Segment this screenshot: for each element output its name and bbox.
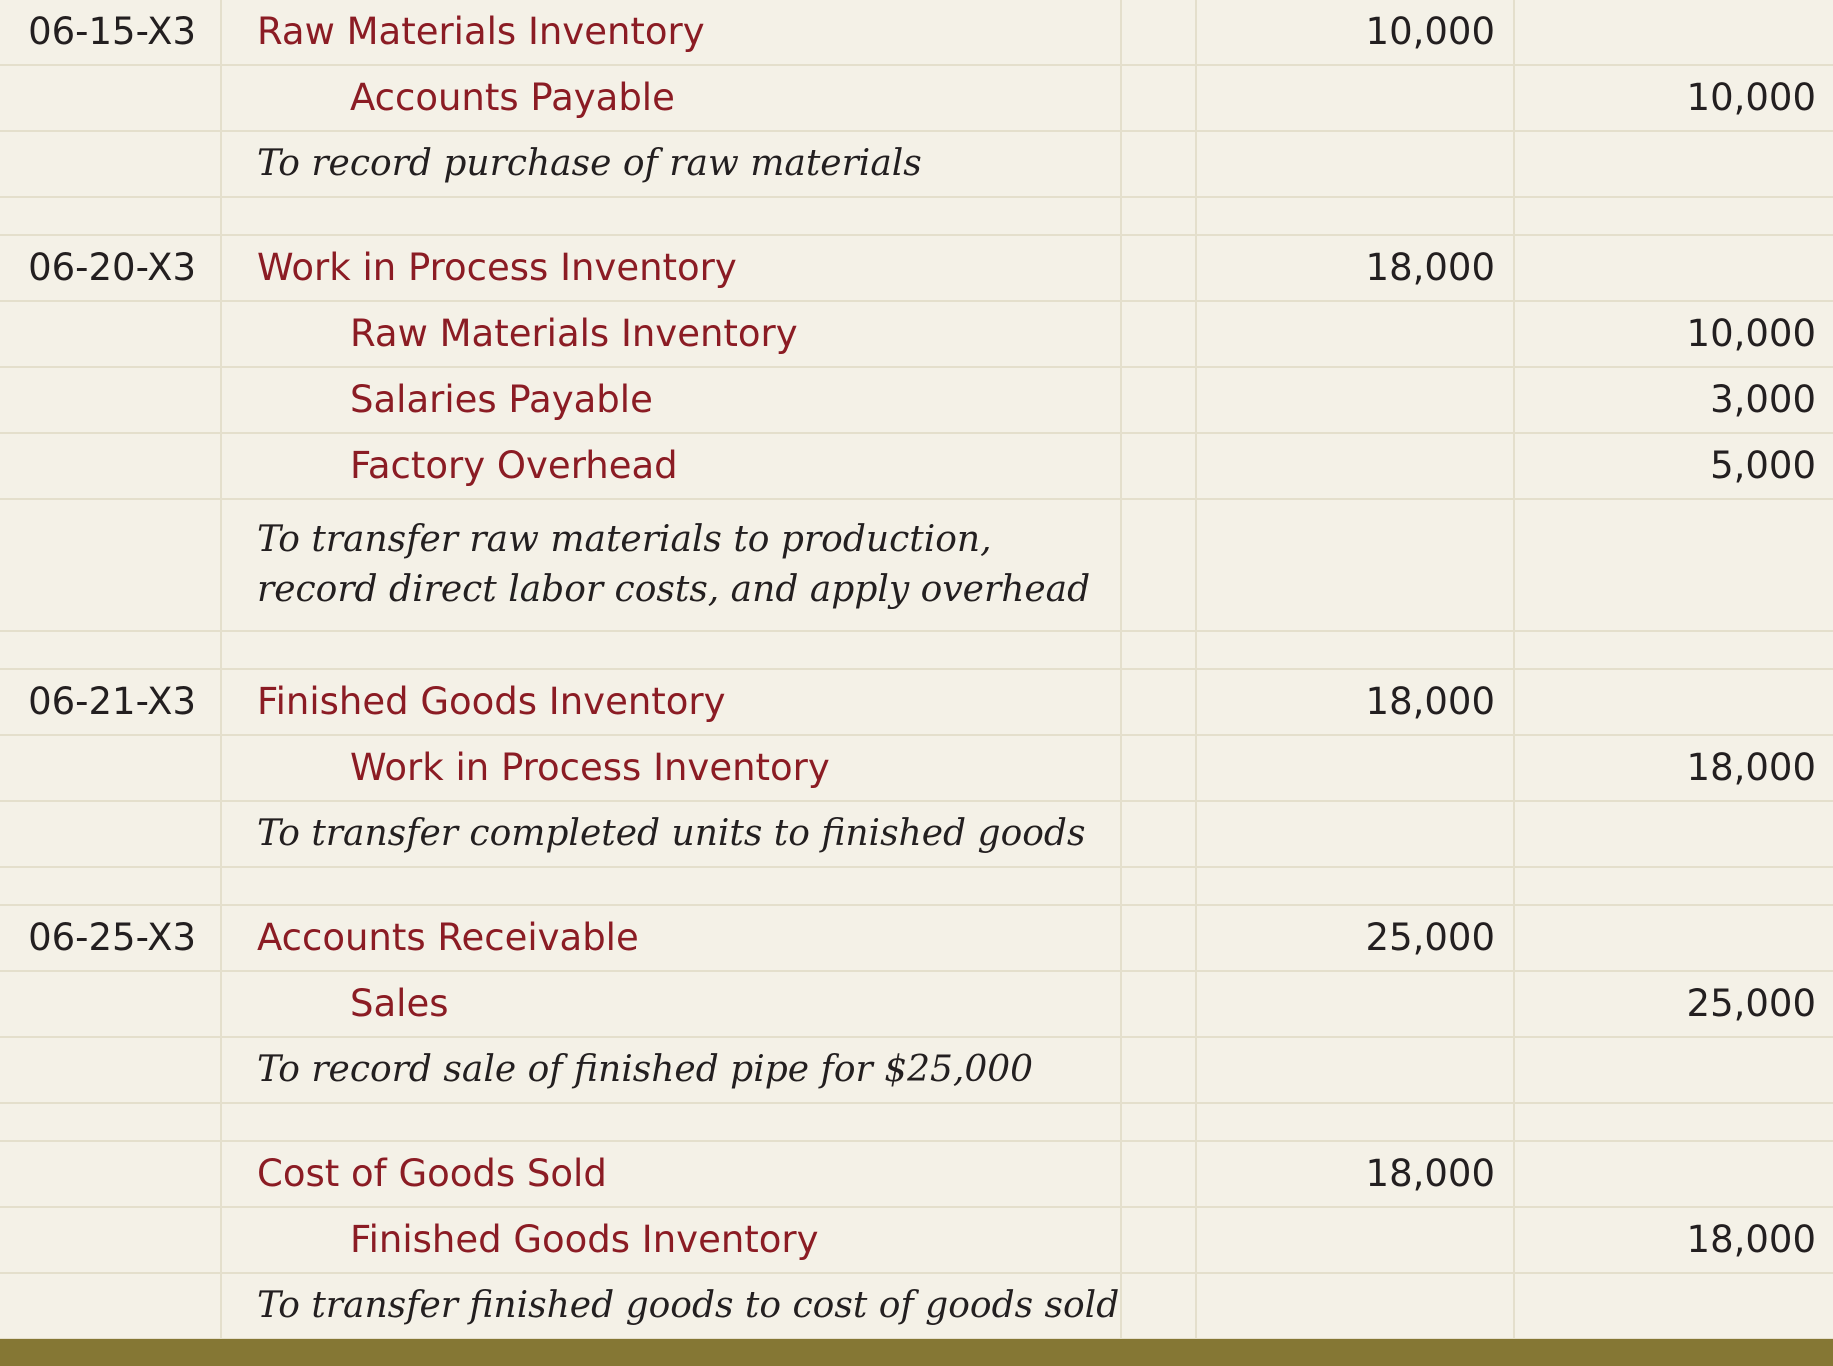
debit-cell: [1197, 802, 1515, 866]
debit-cell: [1197, 198, 1515, 234]
journal-entry-line: [0, 368, 1833, 434]
reference-cell: [1122, 368, 1197, 432]
date-cell: [0, 632, 222, 668]
debit-amount: 18,000: [1365, 246, 1495, 289]
date-cell: [0, 670, 222, 734]
credit-cell: [1515, 1208, 1833, 1272]
date-cell: [0, 1104, 222, 1140]
journal-entry-line: [0, 670, 1833, 736]
date-cell: [0, 1038, 222, 1102]
credit-cell: [1515, 802, 1833, 866]
credit-amount: 3,000: [1710, 378, 1816, 421]
credit-cell: [1515, 1038, 1833, 1102]
spacer-row: [0, 868, 1833, 906]
credit-cell: [1515, 198, 1833, 234]
reference-cell: [1122, 434, 1197, 498]
credit-cell: [1515, 670, 1833, 734]
journal-entry-line: [0, 972, 1833, 1038]
date-cell: [0, 368, 222, 432]
entry-date: 06-25-X3: [28, 916, 196, 959]
credit-cell: [1515, 236, 1833, 300]
date-cell: [0, 972, 222, 1036]
reference-cell: [1122, 972, 1197, 1036]
debit-cell: [1197, 302, 1515, 366]
credit-amount: 5,000: [1710, 444, 1816, 487]
credit-account-name: Finished Goods Inventory: [350, 1218, 819, 1261]
debit-account-name: Raw Materials Inventory: [257, 10, 705, 53]
debit-account-name: Cost of Goods Sold: [257, 1152, 607, 1195]
account-cell: [222, 972, 1122, 1036]
date-cell: [0, 868, 222, 904]
credit-cell: [1515, 972, 1833, 1036]
reference-cell: [1122, 198, 1197, 234]
credit-account-name: Accounts Payable: [350, 76, 675, 119]
reference-cell: [1122, 1038, 1197, 1102]
entry-date: 06-15-X3: [28, 10, 196, 53]
credit-cell: [1515, 302, 1833, 366]
credit-amount: 10,000: [1686, 76, 1816, 119]
account-cell: [222, 500, 1122, 630]
credit-account-name: Work in Process Inventory: [350, 746, 830, 789]
account-cell: [222, 868, 1122, 904]
journal-entry-line: [0, 1142, 1833, 1208]
account-cell: [222, 670, 1122, 734]
debit-cell: [1197, 132, 1515, 196]
account-cell: [222, 66, 1122, 130]
credit-cell: [1515, 1104, 1833, 1140]
credit-cell: [1515, 736, 1833, 800]
debit-account-name: Finished Goods Inventory: [257, 680, 726, 723]
account-cell: [222, 1142, 1122, 1206]
memo-row: [0, 1038, 1833, 1104]
debit-cell: [1197, 972, 1515, 1036]
reference-cell: [1122, 670, 1197, 734]
credit-cell: [1515, 906, 1833, 970]
credit-amount: 25,000: [1686, 982, 1816, 1025]
entry-date: 06-20-X3: [28, 246, 196, 289]
reference-cell: [1122, 1142, 1197, 1206]
date-cell: [0, 132, 222, 196]
memo-row: [0, 500, 1833, 632]
debit-cell: [1197, 632, 1515, 668]
debit-cell: [1197, 1038, 1515, 1102]
account-cell: [222, 1038, 1122, 1102]
credit-amount: 18,000: [1686, 1218, 1816, 1261]
journal-entry-line: [0, 1208, 1833, 1274]
debit-cell: [1197, 670, 1515, 734]
debit-cell: [1197, 368, 1515, 432]
credit-cell: [1515, 868, 1833, 904]
debit-amount: 18,000: [1365, 680, 1495, 723]
debit-account-name: Work in Process Inventory: [257, 246, 737, 289]
date-cell: [0, 198, 222, 234]
credit-amount: 18,000: [1686, 746, 1816, 789]
reference-cell: [1122, 302, 1197, 366]
account-cell: [222, 1274, 1122, 1338]
memo-row: [0, 132, 1833, 198]
debit-cell: [1197, 736, 1515, 800]
date-cell: [0, 1274, 222, 1338]
credit-cell: [1515, 66, 1833, 130]
account-cell: [222, 1208, 1122, 1272]
credit-amount: 10,000: [1686, 312, 1816, 355]
debit-account-name: Accounts Receivable: [257, 916, 639, 959]
debit-cell: [1197, 1104, 1515, 1140]
spacer-row: [0, 1104, 1833, 1142]
credit-cell: [1515, 632, 1833, 668]
entry-date: 06-21-X3: [28, 680, 196, 723]
credit-cell: [1515, 0, 1833, 64]
date-cell: [0, 302, 222, 366]
account-cell: [222, 802, 1122, 866]
credit-cell: [1515, 500, 1833, 630]
reference-cell: [1122, 736, 1197, 800]
account-cell: [222, 632, 1122, 668]
account-cell: [222, 1104, 1122, 1140]
debit-amount: 25,000: [1365, 916, 1495, 959]
account-cell: [222, 198, 1122, 234]
credit-account-name: Sales: [350, 982, 449, 1025]
reference-cell: [1122, 1104, 1197, 1140]
journal-entry-line: [0, 66, 1833, 132]
account-cell: [222, 0, 1122, 64]
reference-cell: [1122, 906, 1197, 970]
account-cell: [222, 434, 1122, 498]
debit-cell: [1197, 236, 1515, 300]
reference-cell: [1122, 66, 1197, 130]
credit-cell: [1515, 434, 1833, 498]
reference-cell: [1122, 802, 1197, 866]
memo-row: [0, 1274, 1833, 1340]
date-cell: [0, 500, 222, 630]
entry-description: To record sale of finished pipe for $25,000: [257, 1049, 1034, 1090]
entry-description: To transfer completed units to finished goods: [257, 813, 1086, 854]
spacer-row: [0, 632, 1833, 670]
date-cell: [0, 1208, 222, 1272]
reference-cell: [1122, 0, 1197, 64]
debit-cell: [1197, 868, 1515, 904]
debit-cell: [1197, 1208, 1515, 1272]
debit-cell: [1197, 1142, 1515, 1206]
journal-entry-line: [0, 434, 1833, 500]
entry-description: To record purchase of raw materials: [257, 143, 922, 184]
journal-entry-line: [0, 906, 1833, 972]
journal-entry-line: [0, 736, 1833, 802]
date-cell: [0, 802, 222, 866]
credit-cell: [1515, 1274, 1833, 1338]
journal-entry-line: [0, 302, 1833, 368]
entry-description: To transfer finished goods to cost of goods sold: [257, 1285, 1120, 1326]
account-cell: [222, 906, 1122, 970]
reference-cell: [1122, 1208, 1197, 1272]
account-cell: [222, 736, 1122, 800]
reference-cell: [1122, 132, 1197, 196]
credit-cell: [1515, 368, 1833, 432]
reference-cell: [1122, 868, 1197, 904]
journal-entry-line: [0, 0, 1833, 66]
date-cell: [0, 66, 222, 130]
credit-account-name: Raw Materials Inventory: [350, 312, 798, 355]
credit-cell: [1515, 132, 1833, 196]
date-cell: [0, 0, 222, 64]
reference-cell: [1122, 500, 1197, 630]
reference-cell: [1122, 632, 1197, 668]
reference-cell: [1122, 1274, 1197, 1338]
memo-row: [0, 802, 1833, 868]
reference-cell: [1122, 236, 1197, 300]
credit-account-name: Salaries Payable: [350, 378, 653, 421]
debit-cell: [1197, 0, 1515, 64]
spacer-row: [0, 198, 1833, 236]
account-cell: [222, 236, 1122, 300]
date-cell: [0, 906, 222, 970]
entry-description: To transfer raw materials to production, record direct labor costs, and apply overhead: [257, 519, 1091, 610]
credit-cell: [1515, 1142, 1833, 1206]
date-cell: [0, 236, 222, 300]
debit-cell: [1197, 434, 1515, 498]
debit-cell: [1197, 1274, 1515, 1338]
account-cell: [222, 132, 1122, 196]
debit-cell: [1197, 500, 1515, 630]
credit-account-name: Factory Overhead: [350, 444, 678, 487]
debit-cell: [1197, 906, 1515, 970]
debit-amount: 18,000: [1365, 1152, 1495, 1195]
date-cell: [0, 1142, 222, 1206]
date-cell: [0, 434, 222, 498]
journal-entry-line: [0, 236, 1833, 302]
account-cell: [222, 302, 1122, 366]
footer-bar: [0, 1339, 1833, 1366]
account-cell: [222, 368, 1122, 432]
date-cell: [0, 736, 222, 800]
debit-amount: 10,000: [1365, 10, 1495, 53]
debit-cell: [1197, 66, 1515, 130]
